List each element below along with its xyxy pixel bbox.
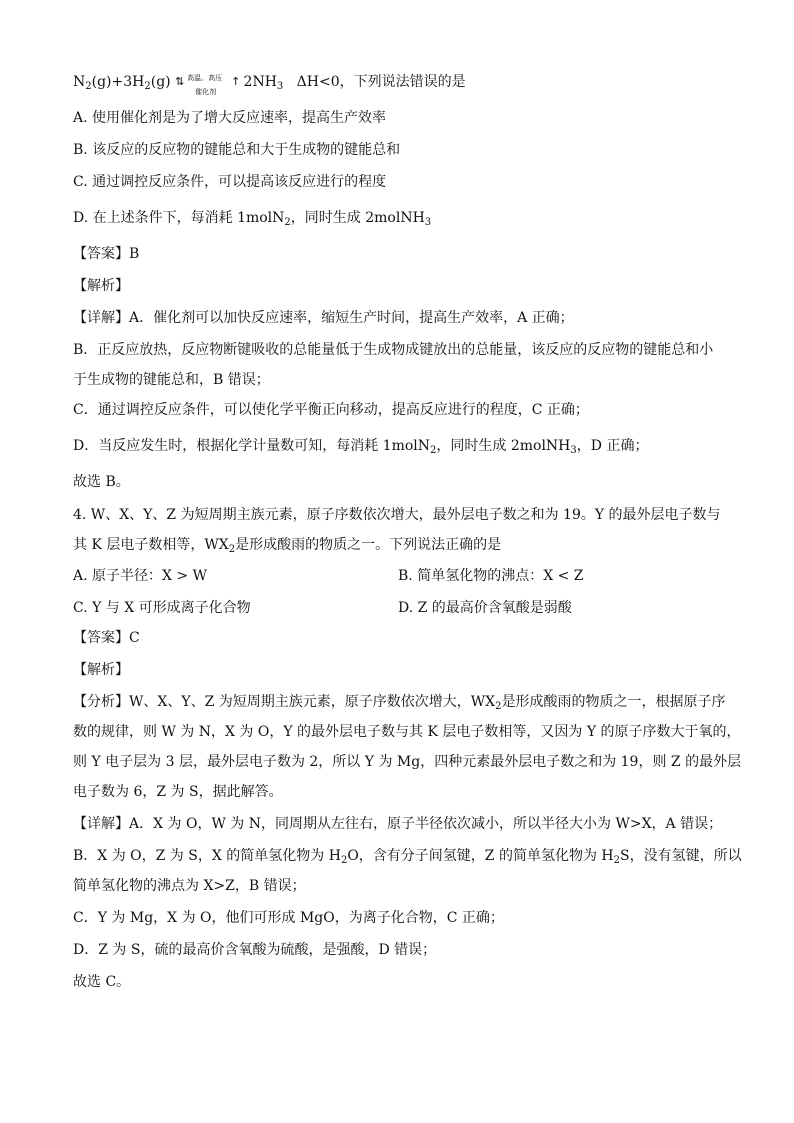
answer-label: 【答案】 — [73, 246, 129, 262]
q3-detail-d-sub: 2 — [430, 445, 437, 456]
q4-stem-line2 — [73, 535, 501, 555]
q3-detail-d-sub2: 3 — [570, 445, 577, 456]
q3-option-d-mid: ，同时生成 2molNH — [290, 210, 425, 226]
q4-detail-d: D．Z 为 S，硫的最高价含氧酸为硫酸，是强酸，D 错误； — [73, 942, 437, 958]
q3-option-d-sub2: 3 — [424, 217, 432, 228]
q3-conclusion: 故选 B。 — [73, 474, 130, 490]
q4-detail-a — [73, 814, 722, 834]
q3-option-d-pre: D. 在上述条件下，每消耗 1molN — [73, 210, 285, 226]
equilibrium-arrow — [175, 72, 241, 96]
q4-fenxi1-tail: 是形成酸雨的物质之一，根据原子序 — [501, 694, 726, 710]
q4-detail-b1-sub: 2 — [340, 855, 348, 866]
fenxi-label: 【分析】 — [73, 694, 129, 710]
answer-value: C — [129, 630, 140, 646]
q4-detail-b1-sub2: 2 — [613, 855, 621, 866]
q3-answer — [73, 244, 139, 264]
eq-delta-h: ΔH<0 — [296, 74, 340, 90]
q4-detail-c: C．Y 为 Mg，X 为 O，他们可形成 MgO，为离子化合物，C 正确； — [73, 910, 504, 926]
condition-bottom: 催化剂 — [195, 88, 217, 96]
eq-nh3: 2NH — [243, 74, 277, 90]
q4-detail-b1-pre: B．X 为 O，Z 为 S，X 的简单氢化物为 H — [73, 848, 341, 864]
q4-fenxi-line1 — [73, 692, 726, 712]
q3-detail-d-mid: ，同时生成 2molNH — [436, 438, 571, 454]
q4-stem2-tail: 是形成酸雨的物质之一。下列说法正确的是 — [235, 537, 502, 553]
q3-detail-b1: B．正反应放热，反应物断键吸收的总能量低于生成物成键放出的总能量，该反应的反应物的键能总和小 — [73, 342, 714, 358]
detail-a-text: A．X 为 O，W 为 N，同周期从左往右，原子半径依次减小，所以半径大小为 W>X，A 错误； — [129, 816, 723, 832]
q4-analysis-label: 【解析】 — [73, 662, 129, 678]
q4-detail-b1 — [73, 846, 742, 866]
q4-conclusion: 故选 C。 — [73, 974, 131, 990]
eq-n2-sub: 2 — [85, 81, 92, 92]
q3-detail-a — [73, 308, 574, 328]
q3-equation-line — [73, 72, 466, 96]
harpoon-left-icon: ⇅ — [175, 75, 185, 88]
detail-a-text: A．催化剂可以加快反应速率，缩短生产时间，提高生产效率，A 正确； — [129, 310, 574, 326]
q4-detail-b2: 简单氢化物的沸点为 X>Z，B 错误； — [73, 878, 306, 894]
q4-answer — [73, 628, 140, 648]
q4-detail-b1-mid: O，含有分子间氢键，Z 的简单氢化物为 H — [347, 848, 614, 864]
q4-option-d: D. Z 的最高价含氧酸是弱酸 — [398, 600, 572, 616]
eq-h2: (g)+3H — [91, 74, 145, 90]
q4-fenxi1-sub: 2 — [495, 701, 502, 712]
q4-stem2-sub: 2 — [228, 544, 236, 555]
q4-fenxi-line4: 电子数为 6，Z 为 S，据此解答。 — [73, 784, 283, 800]
q3-detail-d — [73, 436, 648, 456]
q4-detail-b1-tail: S，没有氢键，所以 — [620, 848, 742, 864]
eq-g2: (g) — [150, 74, 171, 90]
eq-h2-sub: 2 — [144, 81, 151, 92]
q3-detail-d-pre: D．当反应发生时，根据化学计量数可知，每消耗 1molN — [73, 438, 431, 454]
q3-option-d — [73, 208, 431, 228]
answer-value: B — [129, 246, 140, 262]
eq-nh3-sub: 3 — [276, 81, 284, 92]
q4-option-a: A. 原子半径：X > W — [73, 568, 207, 584]
answer-label: 【答案】 — [73, 630, 129, 646]
harpoon-right-icon: ↑ — [231, 75, 241, 88]
q3-option-b: B. 该反应的反应物的键能总和大于生成物的键能总和 — [73, 142, 401, 158]
q3-analysis-label: 【解析】 — [73, 278, 129, 294]
condition-top: 高温、高压 — [187, 74, 223, 82]
q3-detail-d-tail: ，D 正确； — [576, 438, 649, 454]
q3-detail-c: C．通过调控反应条件，可以使化学平衡正向移动，提高反应进行的程度，C 正确； — [73, 402, 589, 418]
eq-n2: N — [73, 74, 86, 90]
q4-fenxi-line3: 则 Y 电子层为 3 层，最外层电子数为 2，所以 Y 为 Mg，四种元素最外层电子数之和为 19，则 Z 的最外层 — [73, 754, 742, 770]
q4-fenxi1-pre: W、X、Y、Z 为短周期主族元素，原子序数依次增大，WX — [129, 694, 496, 710]
q3-detail-b2: 于生成物的键能总和，B 错误； — [73, 372, 270, 388]
detail-label: 【详解】 — [73, 816, 129, 832]
detail-label: 【详解】 — [73, 310, 129, 326]
q3-option-d-sub: 2 — [284, 217, 291, 228]
q4-stem-line1: 4. W、X、Y、Z 为短周期主族元素，原子序数依次增大，最外层电子数之和为 19。Y 的最外层电子数与 — [73, 507, 721, 523]
q3-option-a: A. 使用催化剂是为了增大反应速率，提高生产效率 — [73, 110, 387, 126]
q4-fenxi-line2: 数的规律，则 W 为 N，X 为 O，Y 的最外层电子数与其 K 层电子数相等，又因为 Y 的原子序数大于氧的， — [73, 724, 741, 740]
q3-option-c: C. 通过调控反应条件，可以提高该反应进行的程度 — [73, 174, 387, 190]
q4-option-c: C. Y 与 X 可形成离子化合物 — [73, 600, 251, 616]
q4-stem2-pre: 其 K 层电子数相等，WX — [73, 537, 229, 553]
q3-stem-tail: ，下列说法错误的是 — [339, 74, 466, 90]
q4-option-b: B. 简单氢化物的沸点：X < Z — [398, 568, 584, 584]
